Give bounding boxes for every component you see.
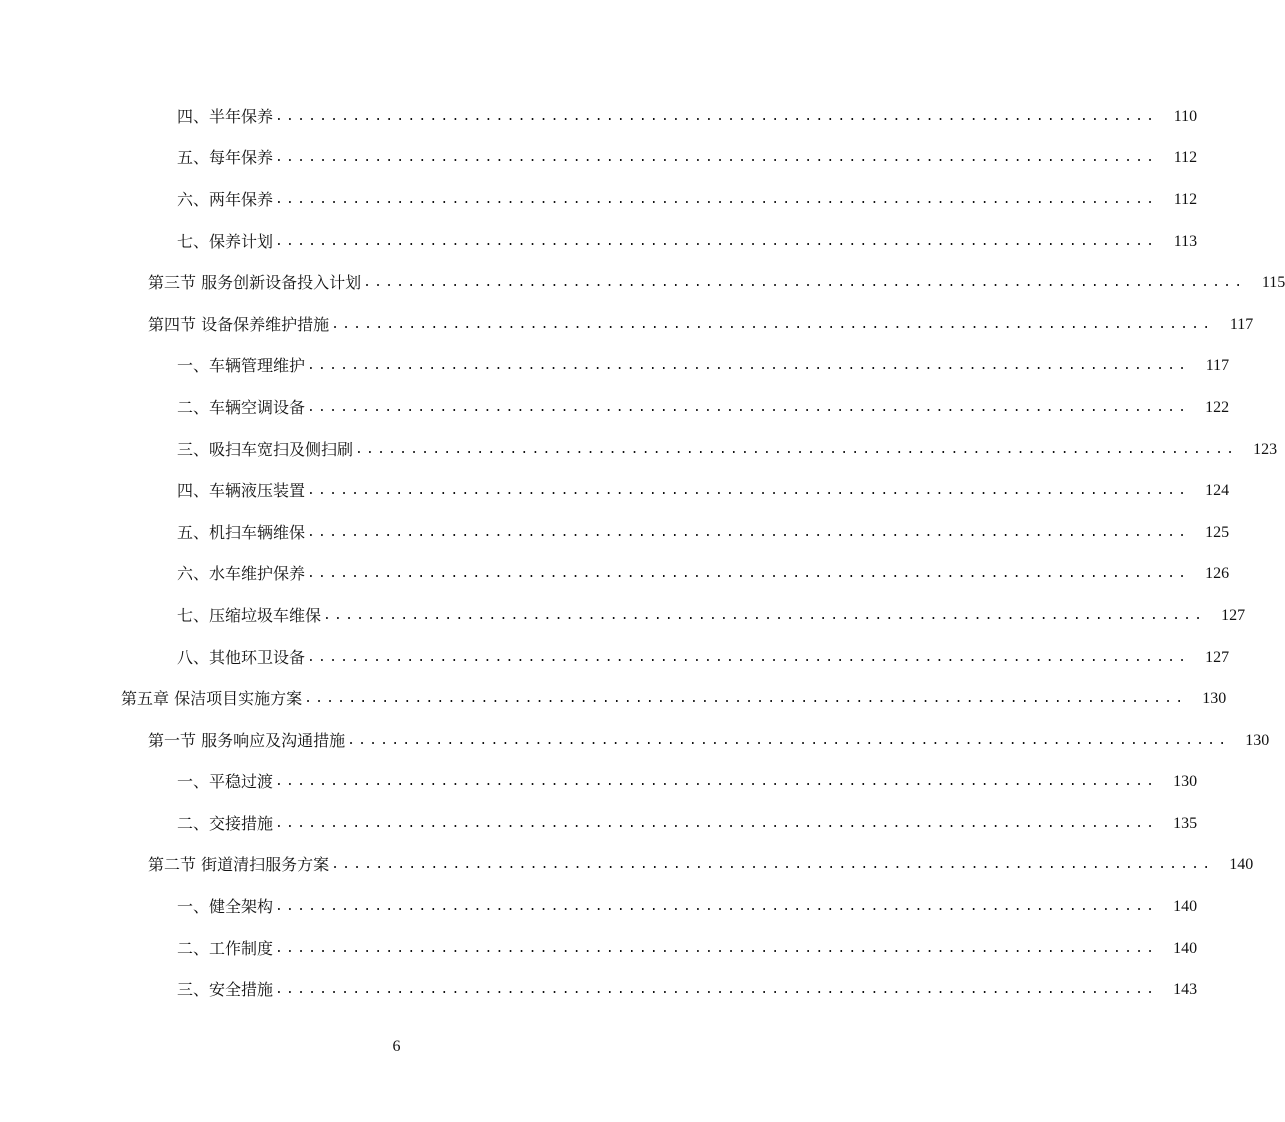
toc-entry[interactable]: [0, 803, 1198, 845]
toc-section-entry[interactable]: [0, 720, 1270, 762]
toc-entry-label: 三、安全措施: [177, 980, 274, 1000]
toc-entry[interactable]: [0, 595, 1246, 637]
toc-entry-page: 143: [1173, 981, 1198, 999]
toc-entry[interactable]: [0, 512, 1230, 554]
toc-entry-page: 140: [1173, 898, 1198, 916]
toc-entry[interactable]: [0, 179, 1198, 221]
toc-entry[interactable]: [0, 470, 1230, 512]
toc-entry-page: 115: [1261, 274, 1285, 292]
toc-entry-label: 一、车辆管理维护: [177, 356, 306, 376]
toc-entry[interactable]: [0, 138, 1198, 180]
toc-entry-label: 四、半年保养: [177, 106, 274, 126]
toc-dot-leader: ................................................................................: [331, 857, 1214, 873]
toc-entry[interactable]: [0, 762, 1198, 804]
toc-entry[interactable]: [0, 429, 1278, 471]
toc-entry-page: 123: [1253, 440, 1278, 458]
toc-entry-label: 一、平稳过渡: [177, 772, 274, 792]
toc-entry-page: 140: [1229, 856, 1254, 874]
toc-entry[interactable]: [0, 554, 1230, 596]
toc-entry-label: 第三节 服务创新设备投入计划: [148, 273, 362, 293]
toc-dot-leader: ................................................................................: [307, 399, 1190, 415]
toc-dot-leader: ................................................................................: [323, 607, 1206, 623]
toc-dot-leader: ................................................................................: [347, 732, 1230, 748]
toc-entry-page: 130: [1245, 731, 1270, 749]
toc-entry-label: 第一节 服务响应及沟通措施: [148, 730, 346, 750]
toc-entry-page: 127: [1221, 606, 1246, 624]
toc-entry-page: 110: [1173, 107, 1198, 125]
toc-entry-page: 127: [1205, 648, 1230, 666]
toc-dot-leader: ................................................................................: [275, 982, 1158, 998]
toc-entry-label: 第二节 街道清扫服务方案: [148, 855, 330, 875]
toc-section-entry[interactable]: [0, 304, 1254, 346]
toc-dot-leader: ................................................................................: [275, 233, 1158, 249]
page-number: 6: [392, 1038, 401, 1055]
toc-dot-leader: ................................................................................: [307, 649, 1190, 665]
toc-entry-label: 二、交接措施: [177, 813, 274, 833]
toc-entry[interactable]: [0, 387, 1230, 429]
toc-entry-label: 第五章 保洁项目实施方案: [121, 689, 303, 709]
toc-entry-page: 112: [1173, 149, 1198, 167]
toc-entry-label: 二、车辆空调设备: [177, 397, 306, 417]
toc-entry[interactable]: [0, 928, 1198, 970]
toc-entry[interactable]: [0, 969, 1198, 1011]
toc-entry-label: 四、车辆液压装置: [177, 481, 306, 501]
toc-entry-page: 130: [1173, 773, 1198, 791]
toc-dot-leader: ................................................................................: [355, 441, 1238, 457]
toc-entry-page: 122: [1205, 398, 1230, 416]
toc-entry-label: 八、其他环卫设备: [177, 647, 306, 667]
toc-entry-label: 六、两年保养: [177, 189, 274, 209]
toc-entry[interactable]: [0, 221, 1198, 263]
toc-dot-leader: ................................................................................: [307, 524, 1190, 540]
toc-entry-label: 二、工作制度: [177, 938, 274, 958]
toc-chapter-entry[interactable]: [0, 678, 1227, 720]
toc-dot-leader: ................................................................................: [275, 108, 1158, 124]
table-of-contents: [0, 96, 1285, 1011]
toc-dot-leader: ................................................................................: [307, 358, 1190, 374]
toc-dot-leader: ................................................................................: [275, 815, 1158, 831]
toc-entry-page: 117: [1229, 315, 1254, 333]
toc-dot-leader: ................................................................................: [307, 483, 1190, 499]
toc-entry-label: 第四节 设备保养维护措施: [148, 314, 330, 334]
toc-entry-label: 六、水车维护保养: [177, 564, 306, 584]
toc-section-entry[interactable]: [0, 262, 1285, 304]
toc-entry-page: 125: [1205, 523, 1230, 541]
toc-entry-label: 七、压缩垃圾车维保: [177, 605, 322, 625]
toc-entry[interactable]: [0, 346, 1230, 388]
toc-dot-leader: ................................................................................: [275, 940, 1158, 956]
toc-dot-leader: ................................................................................: [307, 566, 1190, 582]
toc-dot-leader: ................................................................................: [363, 275, 1246, 291]
toc-entry[interactable]: [0, 96, 1198, 138]
toc-entry-page: 112: [1173, 190, 1198, 208]
toc-entry-page: 124: [1205, 482, 1230, 500]
toc-entry-page: 126: [1205, 565, 1230, 583]
toc-entry-page: 135: [1173, 814, 1198, 832]
toc-section-entry[interactable]: [0, 845, 1254, 887]
toc-entry-label: 五、机扫车辆维保: [177, 522, 306, 542]
toc-dot-leader: ................................................................................: [304, 691, 1187, 707]
toc-dot-leader: ................................................................................: [331, 316, 1214, 332]
toc-dot-leader: ................................................................................: [275, 191, 1158, 207]
toc-entry-label: 一、健全架构: [177, 897, 274, 917]
toc-entry[interactable]: [0, 886, 1198, 928]
toc-dot-leader: ................................................................................: [275, 899, 1158, 915]
toc-entry-page: 113: [1173, 232, 1198, 250]
toc-entry-page: 140: [1173, 939, 1198, 957]
toc-entry-page: 117: [1205, 357, 1230, 375]
toc-entry-label: 三、吸扫车宽扫及侧扫刷: [177, 439, 354, 459]
toc-dot-leader: ................................................................................: [275, 774, 1158, 790]
toc-dot-leader: ................................................................................: [275, 150, 1158, 166]
toc-entry-page: 130: [1202, 690, 1227, 708]
toc-entry-label: 七、保养计划: [177, 231, 274, 251]
toc-entry-label: 五、每年保养: [177, 148, 274, 168]
toc-entry[interactable]: [0, 637, 1230, 679]
